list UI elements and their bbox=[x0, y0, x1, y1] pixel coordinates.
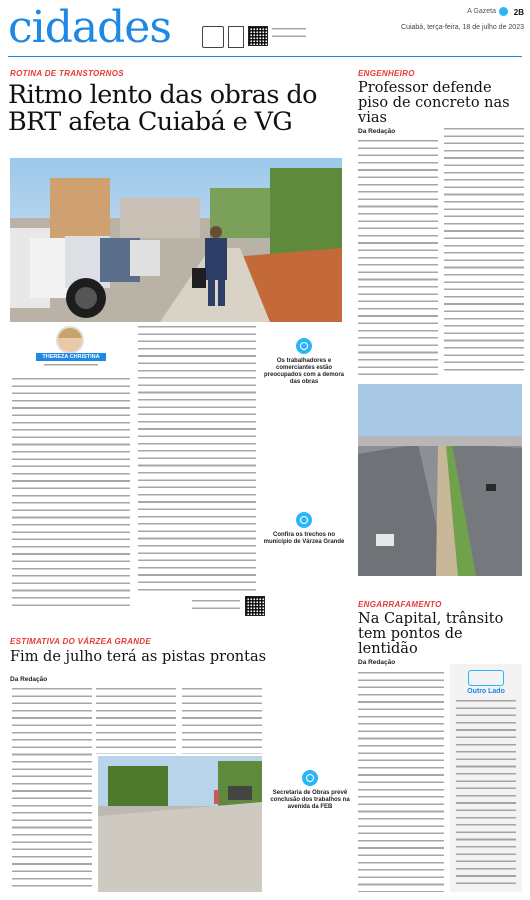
right2-headline: Na Capital, trânsito tem pontos de lentidão bbox=[358, 611, 504, 658]
columnist-name: THEREZA CHRISTINA bbox=[36, 353, 106, 361]
main-kicker: ROTINA DE TRANSTORNOS bbox=[10, 69, 124, 78]
info-icon bbox=[296, 338, 312, 354]
qr-code-icon bbox=[245, 596, 265, 616]
columnist-email bbox=[44, 364, 98, 368]
edition-date: Cuiabá, terça-feira, 18 de julho de 2023 bbox=[401, 24, 524, 31]
section-title: cidades bbox=[8, 2, 171, 53]
bottom-body-col-2 bbox=[96, 688, 176, 754]
main-sidenote-2: Confira os trechos no município de Várzea Grande bbox=[262, 512, 346, 546]
bottom-body-col-1 bbox=[12, 688, 92, 892]
main-body-col-2 bbox=[138, 326, 256, 592]
right1-body-col-1 bbox=[358, 140, 438, 376]
page-number: 2B bbox=[513, 8, 524, 17]
outro-lado-box bbox=[450, 664, 522, 892]
bottom-body-col-3 bbox=[182, 688, 262, 754]
right1-body-col-2 bbox=[444, 128, 524, 376]
logo-icon bbox=[202, 26, 224, 48]
right2-kicker: ENGARRAFAMENTO bbox=[358, 600, 442, 609]
outro-lado-icon bbox=[468, 670, 504, 686]
outro-lado-label: Outro Lado bbox=[467, 688, 505, 695]
device-icon bbox=[228, 26, 244, 48]
bottom-kicker: ESTIMATIVA DO VÁRZEA GRANDE bbox=[10, 637, 151, 646]
bottom-sidenote: Secretaria de Obras prevê conclusão dos trabalhos na avenida da FEB bbox=[268, 770, 352, 811]
social-icon bbox=[499, 7, 508, 16]
masthead-rule bbox=[8, 56, 522, 57]
outro-lado-text bbox=[456, 700, 516, 886]
publication-name: A Gazeta bbox=[467, 8, 496, 15]
main-photo bbox=[10, 158, 342, 322]
main-headline: Ritmo lento das obras do BRT afeta Cuiabá e VG bbox=[8, 80, 317, 137]
info-icon bbox=[302, 770, 318, 786]
qr-caption bbox=[192, 600, 240, 610]
right1-byline: Da Redação bbox=[358, 128, 396, 135]
bottom-photo bbox=[98, 756, 262, 892]
right1-kicker: ENGENHEIRO bbox=[358, 69, 415, 78]
highway-photo bbox=[358, 384, 522, 576]
main-sidenote-1: Os trabalhadores e comerciantes estão preocupados com a demora das obras bbox=[262, 338, 346, 386]
right2-byline: Da Redação bbox=[358, 659, 396, 666]
info-icon bbox=[296, 512, 312, 528]
qr-caption bbox=[272, 28, 306, 42]
columnist-avatar bbox=[56, 326, 84, 354]
bottom-byline: Da Redação bbox=[10, 676, 48, 683]
right1-headline: Professor defende piso de concreto nas vias bbox=[358, 80, 510, 127]
bottom-headline: Fim de julho terá as pistas prontas bbox=[10, 649, 267, 665]
right2-body-col-1 bbox=[358, 672, 444, 892]
qr-code-icon bbox=[248, 26, 268, 46]
main-body-col-1 bbox=[12, 378, 130, 608]
